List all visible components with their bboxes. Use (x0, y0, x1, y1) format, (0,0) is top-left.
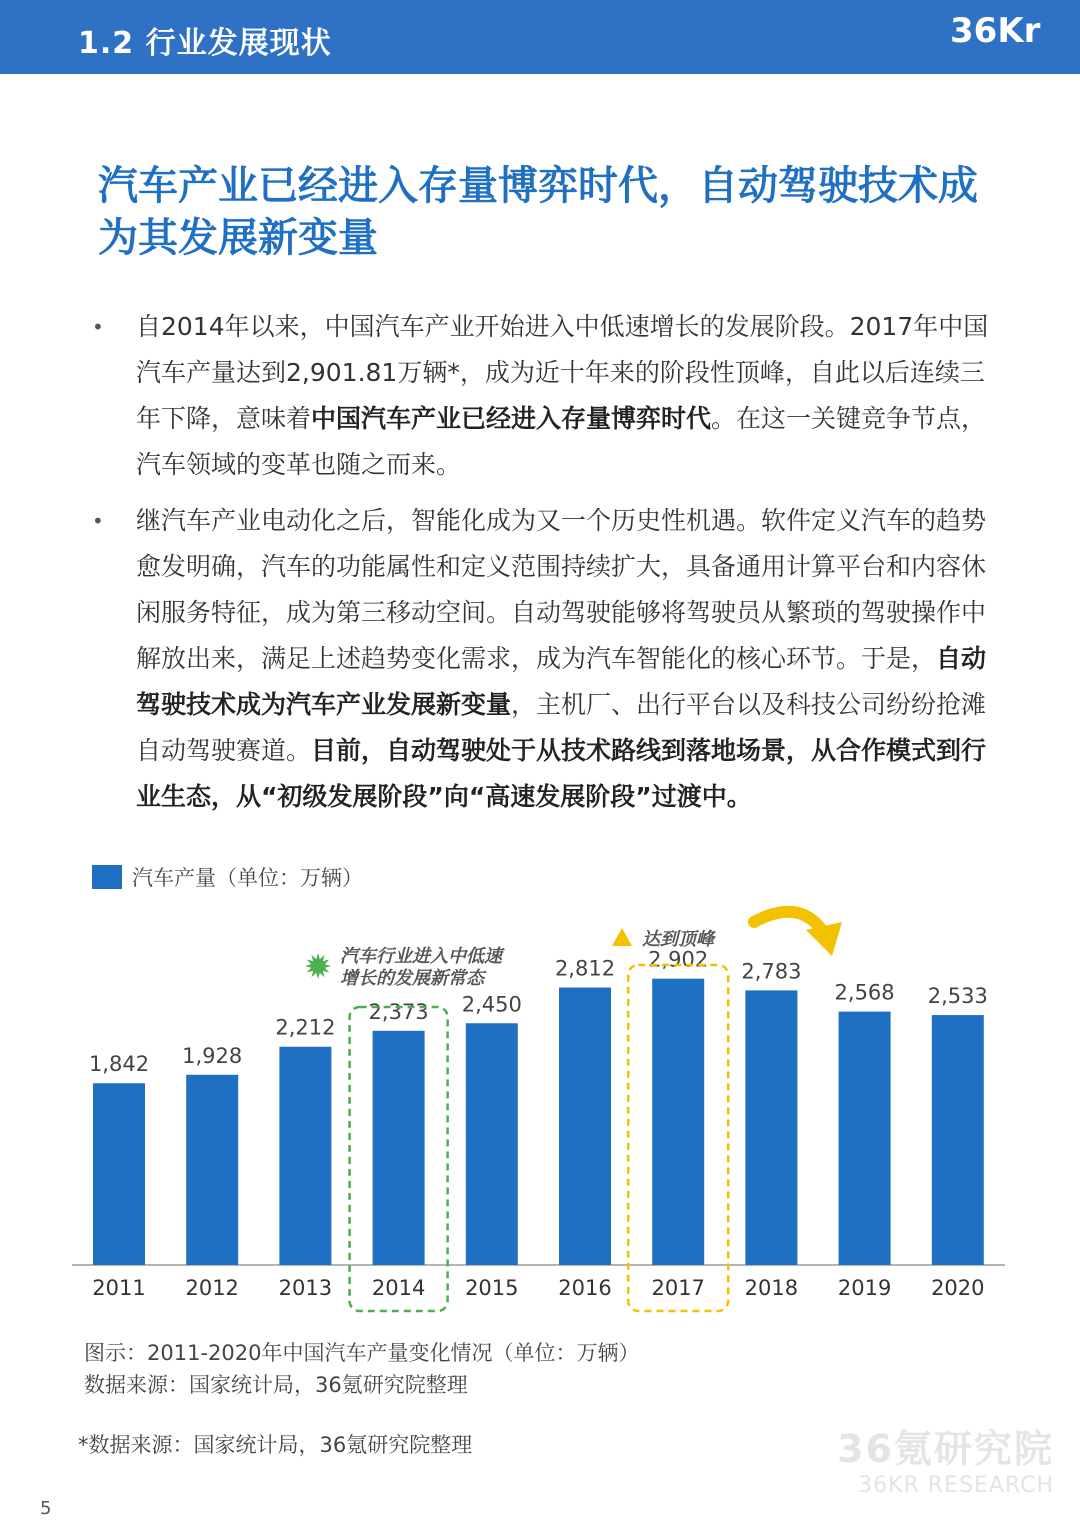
bullet-bold-text: 自动驾驶技术成为汽车产业发展新变量 (136, 644, 987, 719)
bar-value-label: 2,450 (461, 992, 522, 1017)
annotation-2014-line1: 汽车行业进入中低速 (340, 946, 502, 967)
legend-label: 汽车产量（单位：万辆） (132, 866, 363, 890)
bar-value-label: 2,902 (648, 947, 709, 972)
x-tick-label: 2020 (931, 1276, 985, 1300)
caption-line: 数据来源：国家统计局，36氪研究院整理 (84, 1373, 468, 1397)
x-tick-label: 2011 (92, 1276, 146, 1300)
bullet-text: 继汽车产业电动化之后，智能化成为又一个历史性机遇。软件定义汽车的趋势愈发明确，汽车的功能属性和定义范围持续扩大，具备通用计算平台和内容休闲服务特征，成为第三移动空间。自动驾驶能够将驾驶员从繁琐的驾驶操作中解放出来，满足上述趋势变化需求，成为汽车智能化的核心环节。于是， (136, 506, 987, 673)
caption-line: 图示：2011-2020年中国汽车产量变化情况（单位：万辆） (84, 1341, 640, 1365)
curved-arrow-icon (754, 912, 822, 930)
bar (186, 1075, 238, 1265)
bar (279, 1047, 331, 1265)
annotation-2014-line2: 增长的发展新常态 (340, 968, 484, 989)
chart-caption (84, 1337, 639, 1401)
bar (652, 979, 704, 1265)
bullet-text: 自2014年以来，中国汽车产业开始进入中低速增长的发展阶段。2017年中国汽车产量达到2,901.81万辆*，成为近十年来的阶段性顶峰，自此以后连续三年下降，意味着 (136, 312, 989, 433)
bar-value-label: 2,783 (741, 959, 802, 984)
x-tick-label: 2013 (278, 1276, 333, 1300)
bar (839, 1012, 891, 1265)
bullet-bold-text: 中国汽车产业已经进入存量博弈时代 (311, 404, 712, 433)
logo-text: 36Kr (950, 11, 1041, 51)
bar (373, 1031, 425, 1265)
bullet-dot-icon: • (92, 315, 104, 339)
triangle-icon (612, 928, 632, 946)
bar (93, 1083, 145, 1265)
bar-value-label: 2,212 (275, 1015, 336, 1040)
brand-cn: 36氪研究院 (837, 1427, 1054, 1471)
bullet-text: ，主机厂、出行平台以及科技公司纷纷抢滩自动驾驶赛道。 (136, 690, 987, 765)
x-tick-label: 2015 (465, 1276, 519, 1300)
bullet-dot-icon: • (92, 509, 104, 533)
footnote: *数据来源：国家统计局，36氪研究院整理 (78, 1433, 473, 1457)
bar (559, 988, 611, 1265)
x-tick-label: 2016 (558, 1276, 612, 1300)
bullet-text: 。在这一关键竞争节点，汽车领域的变革也随之而来。 (136, 404, 987, 479)
bar-value-label: 2,533 (927, 984, 988, 1009)
annotation-2017-label: 达到顶峰 (642, 929, 714, 950)
x-tick-label: 2012 (185, 1276, 239, 1300)
page-number: 5 (40, 1498, 52, 1519)
brand-en: 36KR RESEARCH (858, 1473, 1054, 1498)
bar (745, 990, 797, 1265)
brand-watermark (837, 1418, 1054, 1498)
section-title: 1.2 行业发展现状 (78, 26, 332, 61)
bar-value-label: 2,373 (368, 999, 429, 1024)
bar (466, 1023, 518, 1265)
page-headline: 汽车产业已经进入存量博弈时代，自动驾驶技术成为其发展新变量 (98, 163, 978, 261)
x-tick-label: 2014 (371, 1276, 426, 1300)
x-tick-label: 2019 (837, 1276, 892, 1300)
x-tick-label: 2017 (651, 1276, 705, 1300)
x-tick-label: 2018 (744, 1276, 799, 1300)
bar-value-label: 2,812 (554, 956, 616, 981)
bar (932, 1015, 984, 1265)
bar-value-label: 1,842 (88, 1052, 150, 1077)
bar-value-label: 1,928 (182, 1043, 243, 1068)
starburst-icon (305, 953, 331, 979)
bullet-bold-text: 目前，自动驾驶处于从技术路线到落地场景，从合作模式到行业生态，从“初级发展阶段”向“高速发展阶段”过渡中。 (136, 736, 987, 811)
bar-value-label: 2,568 (834, 980, 895, 1005)
